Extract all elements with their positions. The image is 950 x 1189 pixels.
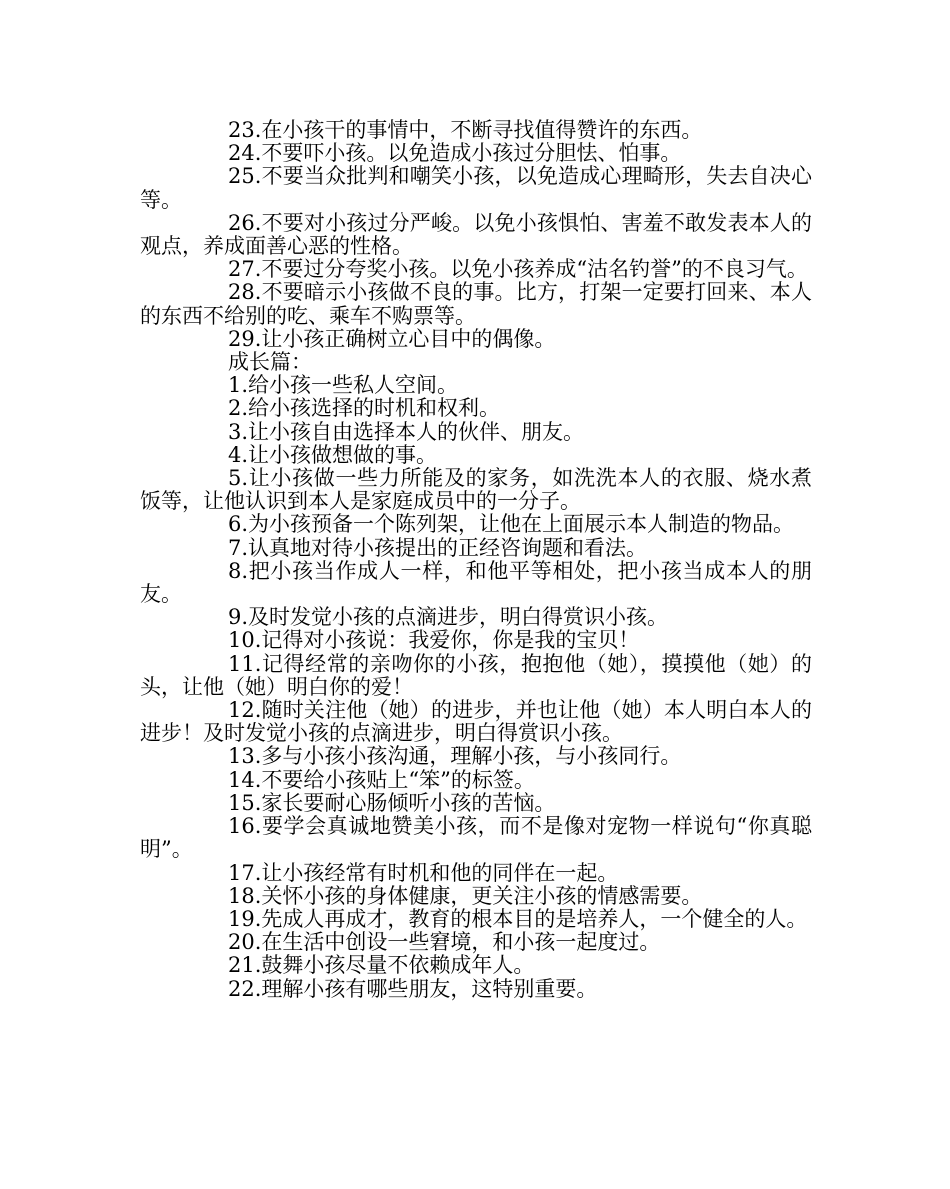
paragraph-26: 26.不要对小孩过分严峻。以免小孩惧怕、害羞不敢发表本人的观点，养成面善心恶的性格。	[140, 210, 812, 259]
growth-item-5: 5.让小孩做一些力所能及的家务，如洗洗本人的衣服、烧水煮饭等，让他认识到本人是家庭成员中的一分子。	[140, 466, 812, 514]
document-page	[140, 119, 812, 1001]
growth-item-9: 9.及时发觉小孩的点滴进步，明白得赏识小孩。	[228, 605, 669, 630]
growth-item-12: 12.随时关注他（她）的进步，并也让他（她）本人明白本人的进步！及时发觉小孩的点滴进步，明白得赏识小孩。	[140, 698, 812, 746]
growth-item-16: 16.要学会真诚地赞美小孩，而不是像对宠物一样说句“你真聪明”。	[140, 814, 812, 862]
growth-item-11: 11.记得经常的亲吻你的小孩，抱抱他（她），摸摸他（她）的头，让他（她）明白你的爱！	[140, 651, 812, 699]
growth-item-19: 19.先成人再成才，教育的根本目的是培养人，一个健全的人。	[228, 906, 808, 931]
growth-item-4: 4.让小孩做想做的事。	[228, 442, 438, 467]
growth-item-13: 13.多与小孩小孩沟通，理解小孩，与小孩同行。	[228, 744, 682, 769]
growth-item-14: 14.不要给小孩贴上“笨”的标签。	[228, 767, 535, 792]
growth-item-22: 22.理解小孩有哪些朋友，这特别重要。	[228, 976, 598, 1001]
growth-item-20: 20.在生活中创设一些窘境，和小孩一起度过。	[228, 930, 661, 955]
paragraph-23: 23.在小孩干的事情中，不断寻找值得赞许的东西。	[228, 118, 703, 142]
paragraph-24: 24.不要吓小孩。以免造成小孩过分胆怯、怕事。	[228, 141, 682, 166]
growth-item-15: 15.家长要耐心肠倾听小孩的苦恼。	[228, 790, 556, 815]
paragraph-28: 28.不要暗示小孩做不良的事。比方，打架一定要打回来、本人的东西不给别的吃、乘车不购票等。	[140, 280, 812, 328]
section-heading-growth: 成长篇：	[228, 350, 312, 375]
growth-item-21: 21.鼓舞小孩尽量不依赖成年人。	[228, 953, 535, 978]
paragraph-25: 25.不要当众批判和嘲笑小孩，以免造成心理畸形，失去自决心等。	[140, 164, 812, 212]
paragraph-29: 29.让小孩正确树立心目中的偶像。	[228, 326, 556, 351]
growth-item-3: 3.让小孩自由选择本人的伙伴、朋友。	[228, 419, 585, 444]
growth-item-10: 10.记得对小孩说：我爱你，你是我的宝贝！	[228, 628, 640, 653]
paragraph-27: 27.不要过分夸奖小孩。以免小孩养成“沽名钓誉”的不良习气。	[228, 257, 808, 282]
growth-item-18: 18.关怀小孩的身体健康，更关注小孩的情感需要。	[228, 883, 703, 908]
growth-item-2: 2.给小孩选择的时机和权利。	[228, 396, 501, 421]
growth-item-6: 6.为小孩预备一个陈列架，让他在上面展示本人制造的物品。	[228, 512, 795, 537]
growth-item-17: 17.让小孩经常有时机和他的同伴在一起。	[228, 860, 619, 885]
growth-item-8: 8.把小孩当作成人一样，和他平等相处，把小孩当成本人的朋友。	[140, 558, 812, 607]
growth-item-7: 7.认真地对待小孩提出的正经咨询题和看法。	[228, 535, 648, 560]
growth-item-1: 1.给小孩一些私人空间。	[228, 373, 459, 398]
